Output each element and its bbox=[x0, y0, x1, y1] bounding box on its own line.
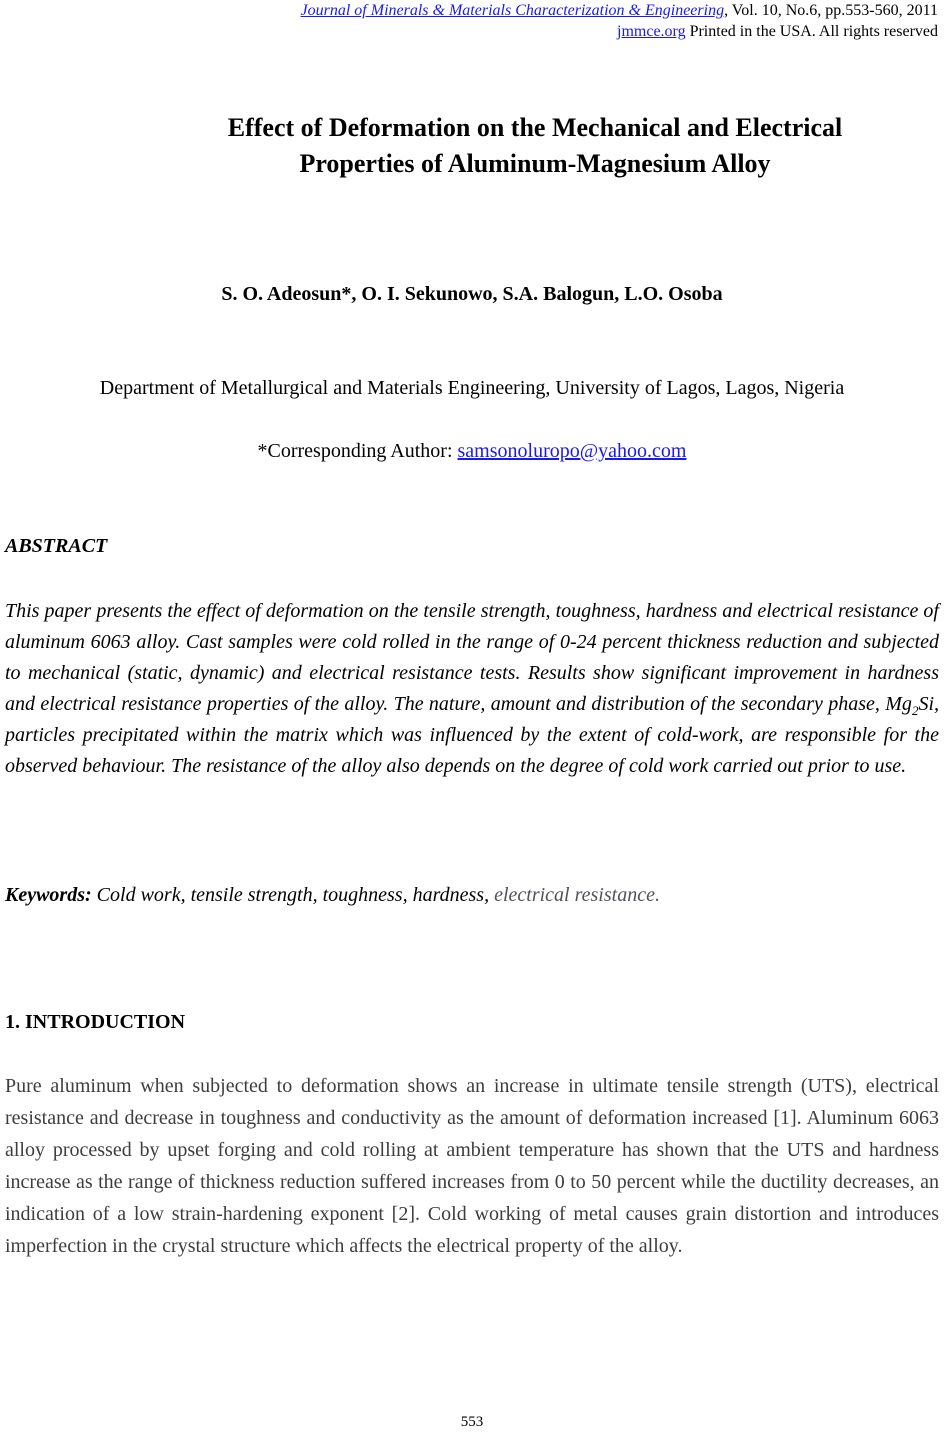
page-number: 553 bbox=[460, 1414, 484, 1430]
abstract-text-part-2: Si, particles precipitated within the matrix which was influenced by the extent of cold-work, are responsible for the observed behaviour. The resistance of the alloy also depends on the degree of cold work carried out prior to use. bbox=[5, 693, 939, 777]
keywords-terms: Cold work, tensile strength, toughness, hardness, bbox=[91, 884, 490, 906]
title-line-1: Effect of Deformation on the Mechanical and Electrical bbox=[227, 113, 843, 142]
paper-title bbox=[0, 110, 944, 182]
keywords-last-term: electrical resistance. bbox=[489, 884, 660, 906]
abstract-body bbox=[5, 596, 939, 782]
running-header-site bbox=[617, 22, 938, 42]
keywords-label: Keywords: bbox=[5, 884, 92, 906]
formula-subscript: 2 bbox=[911, 703, 919, 718]
author-list: S. O. Adeosun*, O. I. Sekunowo, S.A. Balogun, L.O. Osoba bbox=[221, 283, 723, 305]
abstract-text-part-1: This paper presents the effect of deformation on the tensile strength, toughness, hardness and electrical resistance of aluminum 6063 alloy. Cast samples were cold rolled in the range of 0-24 percent thickness reduction and subjected to mechanical (static, dynamic) and electrical resistance tests. Results show significant improvement in hardness and electrical resistance properties of the alloy. The nature, amount and distribution of the secondary phase, Mg bbox=[5, 600, 939, 715]
affiliation: Department of Metallurgical and Materials Engineering, University of Lagos, Lagos, Nigeria bbox=[99, 377, 845, 399]
title-line-2: Properties of Aluminum-Magnesium Alloy bbox=[299, 149, 771, 178]
running-header-journal bbox=[301, 1, 938, 21]
author-email-link[interactable]: samsonoluropo@yahoo.com bbox=[457, 440, 687, 462]
rights-statement: Printed in the USA. All rights reserved bbox=[685, 23, 938, 40]
abstract-heading: ABSTRACT bbox=[5, 535, 108, 557]
introduction-body: Pure aluminum when subjected to deformation shows an increase in ultimate tensile strength (UTS), electrical resistance and decrease in toughness and conductivity as the amount of deformation increased [1]. Aluminum 6063 alloy processed by upset forging and cold rolling at ambient temperature has shown that the UTS and hardness increase as the range of thickness reduction suffered increases from 0 to 50 percent while the ductility decreases, an indication of a low strain-hardening exponent [2]. Cold working of metal causes grain distortion and introduces imperfection in the crystal structure which affects the electrical property of the alloy. bbox=[5, 1075, 939, 1257]
site-link[interactable]: jmmce.org bbox=[617, 23, 686, 40]
corresponding-label: *Corresponding Author: bbox=[257, 440, 458, 462]
volume-info: , Vol. 10, No.6, pp.553-560, 2011 bbox=[724, 2, 938, 19]
corresponding-author bbox=[0, 438, 944, 464]
introduction-heading: 1. INTRODUCTION bbox=[5, 1011, 186, 1033]
journal-link[interactable]: Journal of Minerals & Materials Characterization & Engineering bbox=[300, 2, 725, 19]
keywords bbox=[5, 880, 939, 911]
